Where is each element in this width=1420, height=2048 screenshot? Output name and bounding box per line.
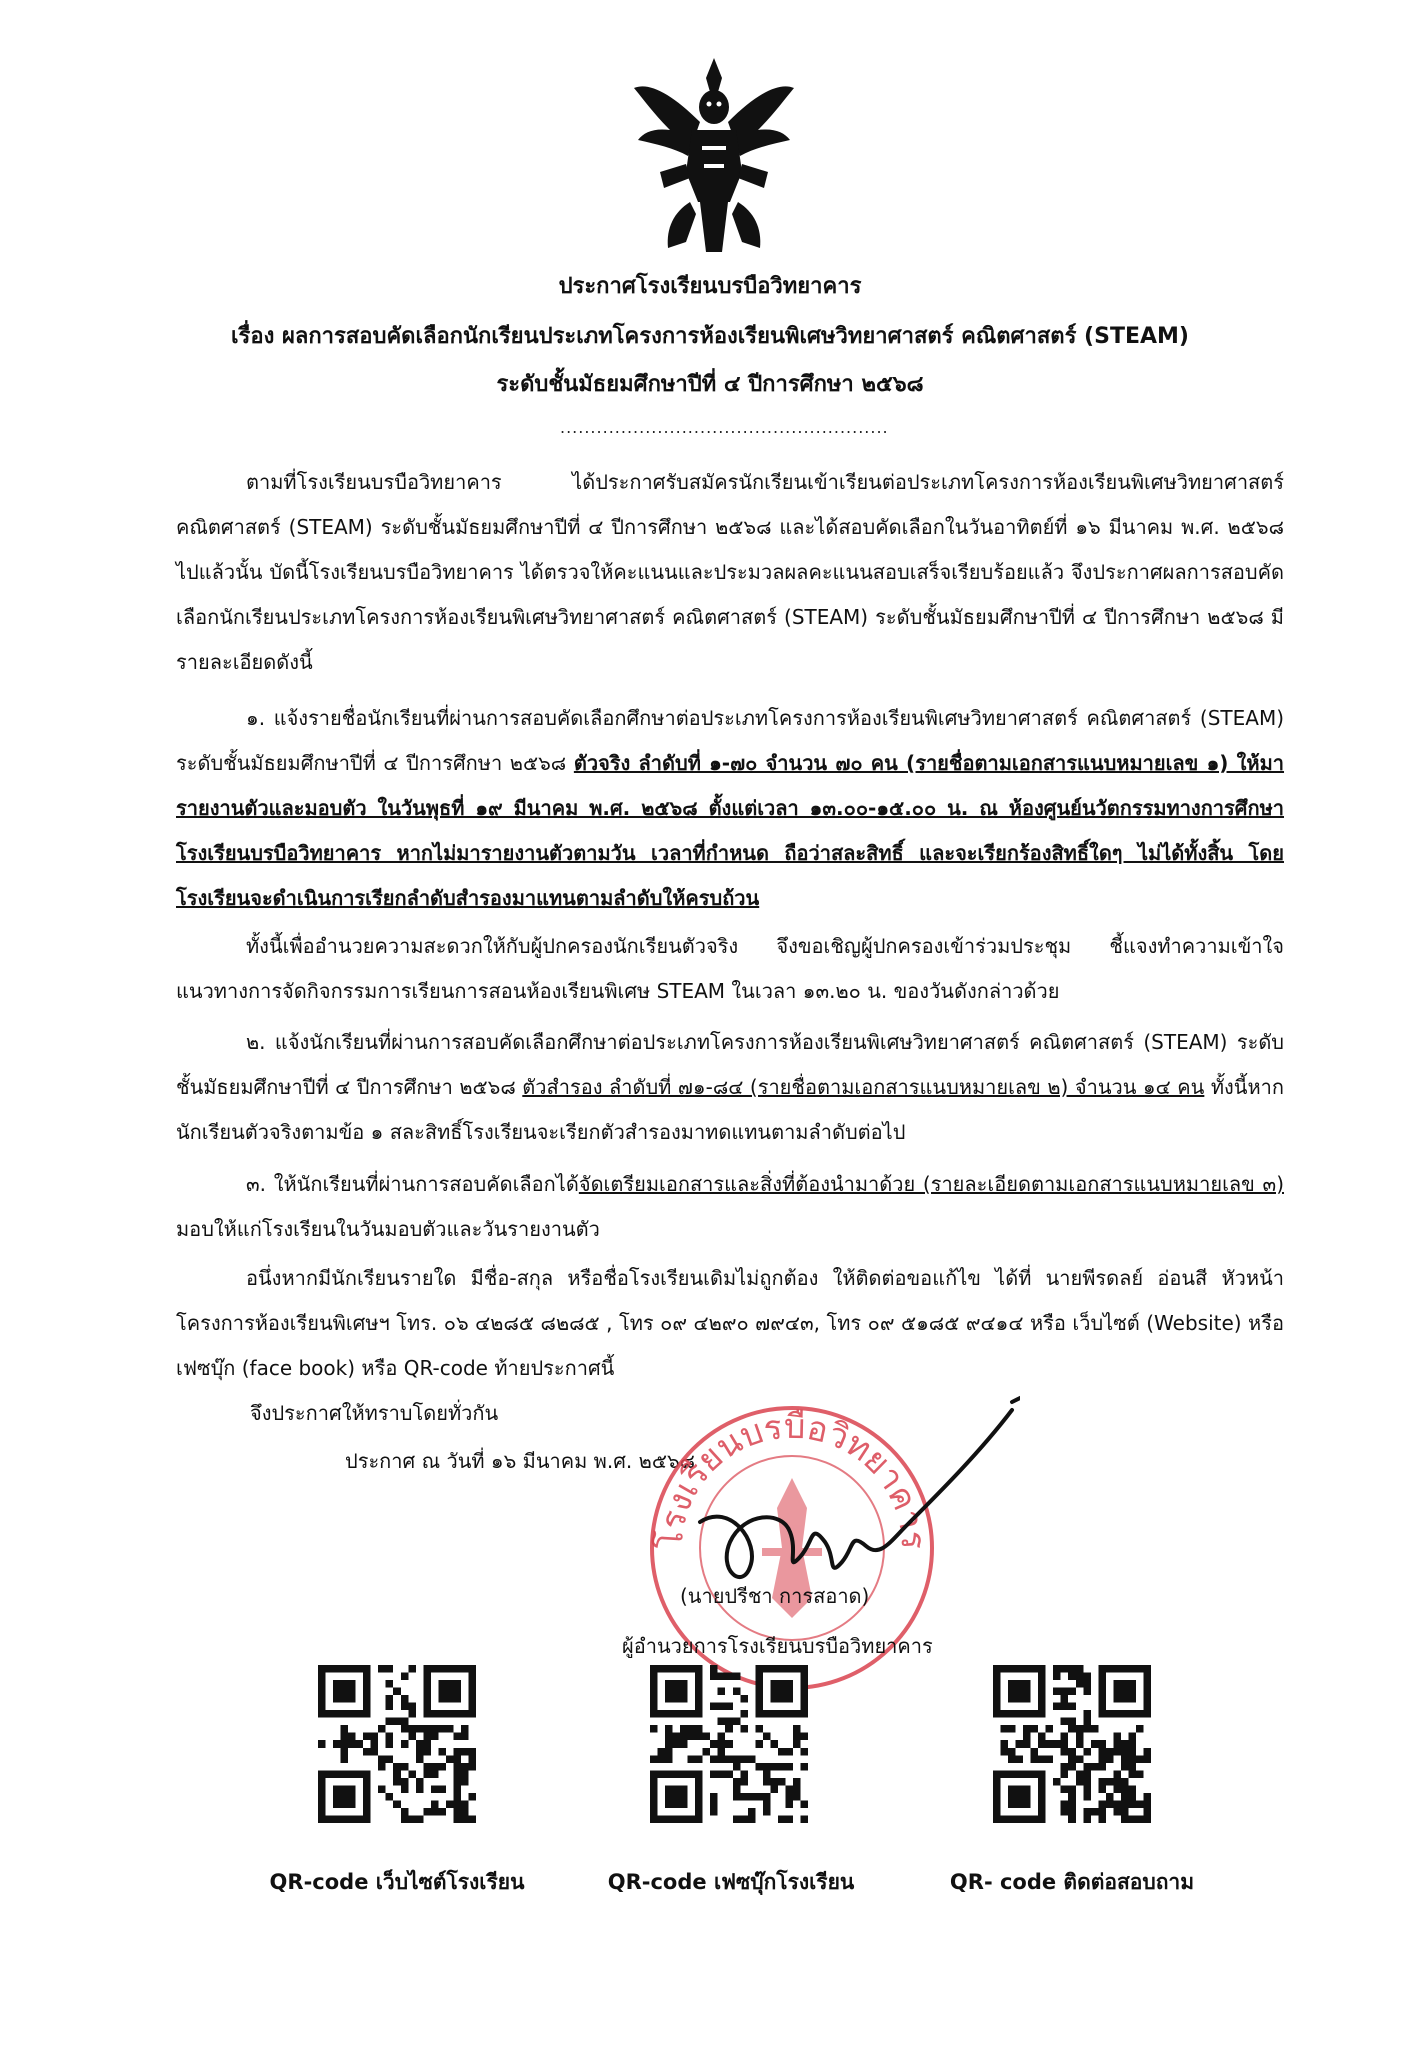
qr-code-icon[interactable]	[993, 1665, 1151, 1823]
qr-label-website: QR-code เว็บไซต์โรงเรียน	[269, 1870, 525, 1894]
stamp-text: โรงเรียนบรบือวิทยาคาร	[650, 1406, 934, 1551]
divider: ......................................................	[560, 418, 889, 437]
item-1-emphasis: ตัวจริง ลำดับที่ ๑-๗๐ จำนวน ๗๐ คน (รายชื่อตามเอกสารแนบหมายเลข ๑) ให้มารายงานตัวและมอบตัว ในวันพุธที่ ๑๙ มีนาคม พ.ศ. ๒๕๖๘ ตั้งแต่เวลา ๑๓.๐๐-๑๕.๐๐ น. ณ ห้องศูนย์นวัตกรรมทางการศึกษา โรงเรียนบรบือวิทยาคาร หากไม่มารายงานตัวตามวัน เวลาที่กำหนด ถือว่าสละสิทธิ์ และจะเรียกร้องสิทธิ์ใดๆ ไม่ได้ทั้งสิ้น โดยโรงเรียนจะดำเนินการเรียกลำดับสำรองมาแทนตามลำดับให้ครบถ้วน	[176, 751, 1285, 910]
qr-code-icon[interactable]	[318, 1665, 476, 1823]
announcement-level: ระดับชั้นมัธยมศึกษาปีที่ ๔ ปีการศึกษา ๒๕๖๘	[496, 372, 924, 397]
closing-announce: จึงประกาศให้ทราบโดยทั่วกัน	[250, 1401, 499, 1425]
qr-label-facebook: QR-code เฟซบุ๊กโรงเรียน	[607, 1870, 855, 1894]
item-2-paragraph: ๒. แจ้งนักเรียนที่ผ่านการสอบคัดเลือกศึกษาต่อประเภทโครงการห้องเรียนพิเศษวิทยาศาสตร์ คณิตศาสตร์ (STEAM) ระดับชั้นมัธยมศึกษาปีที่ ๔ ปีการศึกษา ๒๕๖๘ ตัวสำรอง ลำดับที่ ๗๑-๘๔ (รายชื่อตามเอกสารแนบหมายเลข ๒) จำนวน ๑๔ คน ทั้งนี้หากนักเรียนตัวจริงตามข้อ ๑ สละสิทธิ์โรงเรียนจะเรียกตัวสำรองมาทดแทนตามลำดับต่อไป	[176, 1030, 1284, 1144]
item-1-note-paragraph: ทั้งนี้เพื่ออำนวยความสะดวกให้กับผู้ปกครองนักเรียนตัวจริง จึงขอเชิญผู้ปกครองเข้าร่วมประชุม ชี้แจงทำความเข้าใจ แนวทางการจัดกิจกรรมการเรียนการสอนห้องเรียนพิเศษ STEAM ในเวลา ๑๓.๒๐ น. ของวันดังกล่าวด้วย	[176, 934, 1284, 1003]
item-2-emphasis: ตัวสำรอง ลำดับที่ ๗๑-๘๔ (รายชื่อตามเอกสารแนบหมายเลข ๒) จำนวน ๑๔ คน	[522, 1075, 1205, 1099]
signer-title: ผู้อำนวยการโรงเรียนบรบือวิทยาคาร	[622, 1634, 933, 1658]
signature-icon	[690, 1392, 1020, 1602]
signer-name: (นายปรีชา การสอาด)	[680, 1584, 870, 1608]
qr-label-contact: QR- code ติดต่อสอบถาม	[949, 1870, 1195, 1894]
announcement-title: ประกาศโรงเรียนบรบือวิทยาคาร	[558, 274, 862, 299]
intro-paragraph: ตามที่โรงเรียนบรบือวิทยาคาร ได้ประกาศรับสมัครนักเรียนเข้าเรียนต่อประเภทโครงการห้องเรียนพิเศษวิทยาศาสตร์ คณิตศาสตร์ (STEAM) ระดับชั้นมัธยมศึกษาปีที่ ๔ ปีการศึกษา ๒๕๖๘ และได้สอบคัดเลือกในวันอาทิตย์ที่ ๑๖ มีนาคม พ.ศ. ๒๕๖๘ ไปแล้วนั้น บัดนี้โรงเรียนบรบือวิทยาคาร ได้ตรวจให้คะแนนและประมวลผลคะแนนสอบเสร็จเรียบร้อยแล้ว จึงประกาศผลการสอบคัดเลือกนักเรียนประเภทโครงการห้องเรียนพิเศษวิทยาศาสตร์ คณิตศาสตร์ (STEAM) ระดับชั้นมัธยมศึกษาปีที่ ๔ ปีการศึกษา ๒๕๖๘ มีรายละเอียดดังนี้	[176, 470, 1284, 674]
item-1-paragraph: ๑. แจ้งรายชื่อนักเรียนที่ผ่านการสอบคัดเลือกศึกษาต่อประเภทโครงการห้องเรียนพิเศษวิทยาศาสตร์ คณิตศาสตร์ (STEAM) ระดับชั้นมัธยมศึกษาปีที่ ๔ ปีการศึกษา ๒๕๖๘ ตัวจริง ลำดับที่ ๑-๗๐ จำนวน ๗๐ คน (รายชื่อตามเอกสารแนบหมายเลข ๑) ให้มารายงานตัวและมอบตัว ในวันพุธที่ ๑๙ มีนาคม พ.ศ. ๒๕๖๘ ตั้งแต่เวลา ๑๓.๐๐-๑๕.๐๐ น. ณ ห้องศูนย์นวัตกรรมทางการศึกษา โรงเรียนบรบือวิทยาคาร หากไม่มารายงานตัวตามวัน เวลาที่กำหนด ถือว่าสละสิทธิ์ และจะเรียกร้องสิทธิ์ใดๆ ไม่ได้ทั้งสิ้น โดยโรงเรียนจะดำเนินการเรียกลำดับสำรองมาแทนตามลำดับให้ครบถ้วน	[176, 706, 1285, 910]
announcement-subject: เรื่อง ผลการสอบคัดเลือกนักเรียนประเภทโครงการห้องเรียนพิเศษวิทยาศาสตร์ คณิตศาสตร์ (STEAM)	[231, 324, 1189, 349]
item-3-emphasis: จัดเตรียมเอกสารและสิ่งที่ต้องนำมาด้วย (รายละเอียดตามเอกสารแนบหมายเลข ๓)	[578, 1172, 1284, 1196]
item-3-paragraph: ๓. ให้นักเรียนที่ผ่านการสอบคัดเลือกได้จัดเตรียมเอกสารและสิ่งที่ต้องนำมาด้วย (รายละเอียดตามเอกสารแนบหมายเลข ๓) มอบให้แก่โรงเรียนในวันมอบตัวและวันรายงานตัว	[176, 1172, 1284, 1241]
garuda-emblem-icon	[630, 52, 798, 262]
announcement-date: ประกาศ ณ วันที่ ๑๖ มีนาคม พ.ศ. ๒๕๖๘	[345, 1449, 696, 1473]
contact-paragraph: อนึ่งหากมีนักเรียนรายใด มีชื่อ-สกุล หรือชื่อโรงเรียนเดิมไม่ถูกต้อง ให้ติดต่อขอแก้ไข ได้ที่ นายพีรดลย์ อ่อนสี หัวหน้าโครงการห้องเรียนพิเศษฯ โทร. ๐๖ ๔๒๘๕ ๘๒๘๕ , โทร ๐๙ ๔๒๙๐ ๗๙๔๓, โทร ๐๙ ๕๑๘๕ ๙๔๑๔ หรือ เว็บไซต์ (Website) หรือ เฟซบุ๊ก (face book) หรือ QR-code ท้ายประกาศนี้	[176, 1266, 1284, 1380]
qr-code-icon[interactable]	[650, 1665, 808, 1823]
